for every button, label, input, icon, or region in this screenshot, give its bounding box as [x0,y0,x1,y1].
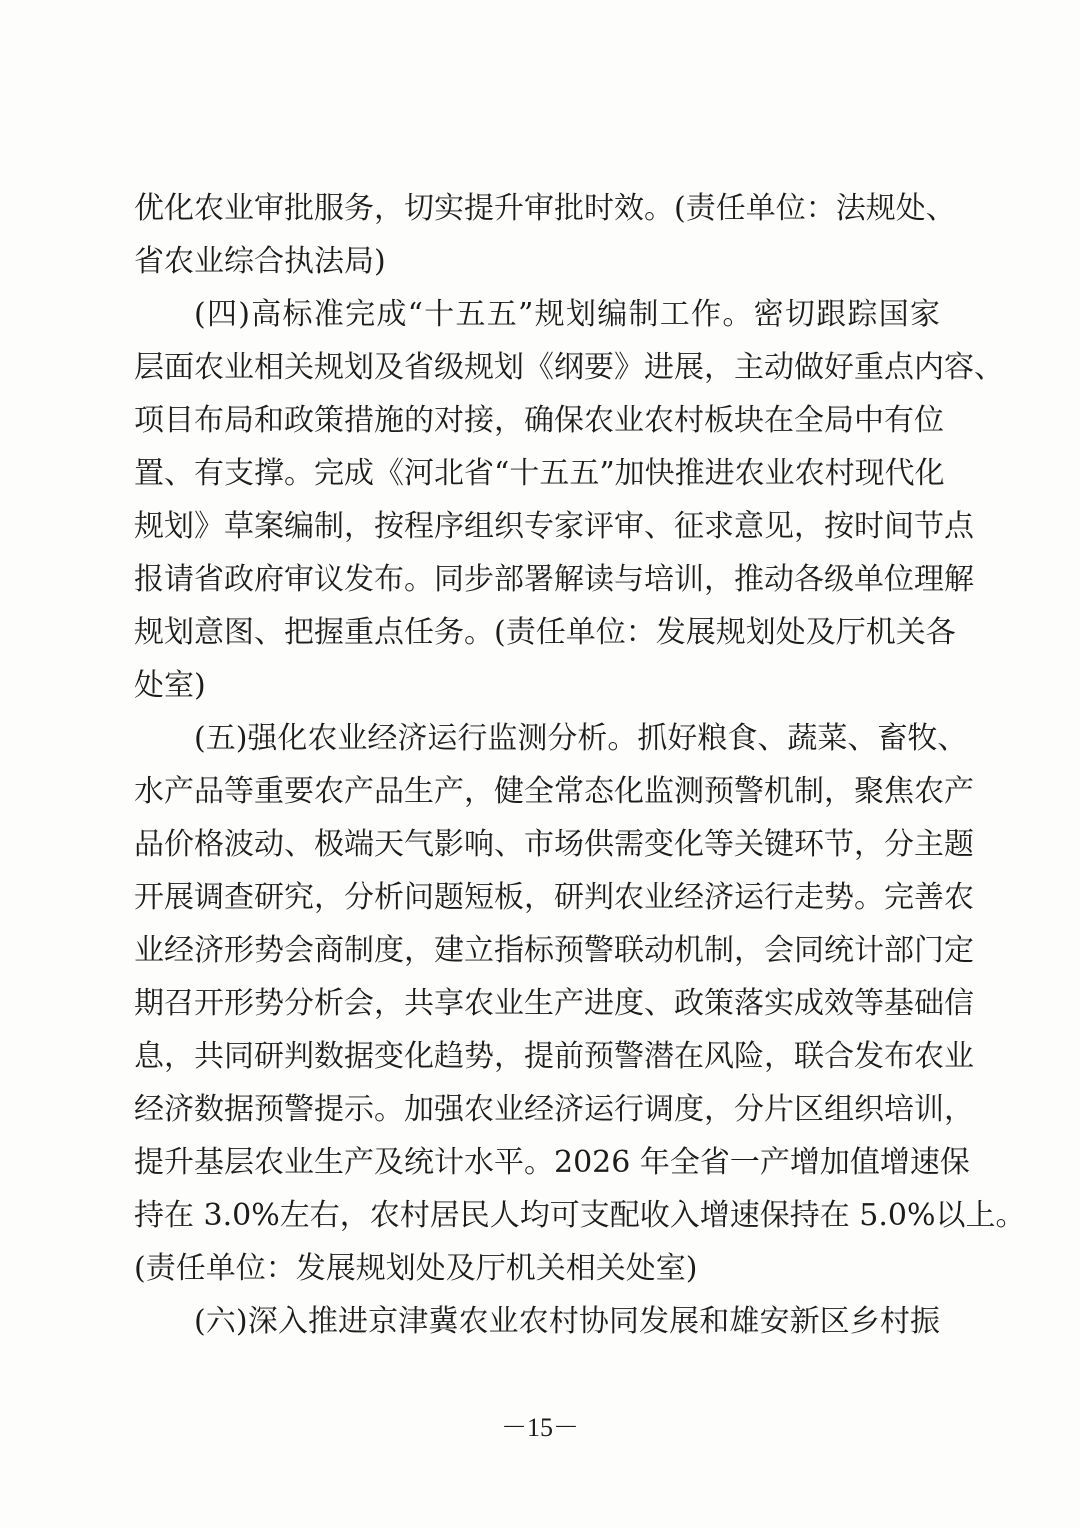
text-line: 省农业综合执法局) [134,244,386,279]
section-heading-line: (六)深入推进京津冀农业农村协同发展和雄安新区乡村振 [194,1304,940,1339]
text-line: 品价格波动、极端天气影响、市场供需变化等关键环节，分主题 [134,827,974,862]
text-line: 提升基层农业生产及统计水平。2026 年全省一产增加值增速保 [134,1145,970,1180]
text-line: 报请省政府审议发布。同步部署解读与培训，推动各级单位理解 [134,562,974,597]
text-line: (责任单位：发展规划处及厅机关相关处室) [134,1251,698,1286]
text-line: 持在 3.0%左右，农村居民人均可支配收入增速保持在 5.0%以上。 [134,1198,1026,1233]
page-number: －15－ [500,1413,579,1442]
text-line: 优化农业审批服务，切实提升审批时效。(责任单位：法规处、 [134,191,956,226]
document-body [134,182,1026,1348]
text-line: 业经济形势会商制度，建立指标预警联动机制，会同统计部门定 [134,933,974,968]
text-line: 项目布局和政策措施的对接，确保农业农村板块在全局中有位 [134,403,944,438]
text-line: 期召开形势分析会，共享农业生产进度、政策落实成效等基础信 [134,986,974,1021]
section-heading-line: (五)强化农业经济运行监测分析。抓好粮食、蔬菜、畜牧、 [194,721,968,756]
text-line: 经济数据预警提示。加强农业经济运行调度，分片区组织培训， [134,1092,974,1127]
text-line: 规划》草案编制，按程序组织专家评审、征求意见，按时间节点 [134,509,974,544]
text-line: 层面农业相关规划及省级规划《纲要》进展，主动做好重点内容、 [134,350,1004,385]
text-line: 开展调查研究，分析问题短板，研判农业经济运行走势。完善农 [134,880,974,915]
text-line: 规划意图、把握重点任务。(责任单位：发展规划处及厅机关各 [134,615,956,650]
text-line: 水产品等重要农产品生产，健全常态化监测预警机制，聚焦农产 [134,774,974,809]
text-line: 处室) [134,668,206,703]
text-line: 置、有支撑。完成《河北省“十五五”加快推进农业农村现代化 [134,456,945,491]
text-line: 息，共同研判数据变化趋势，提前预警潜在风险，联合发布农业 [134,1039,974,1074]
section-heading-line: (四)高标准完成“十五五”规划编制工作。密切跟踪国家 [194,297,940,332]
